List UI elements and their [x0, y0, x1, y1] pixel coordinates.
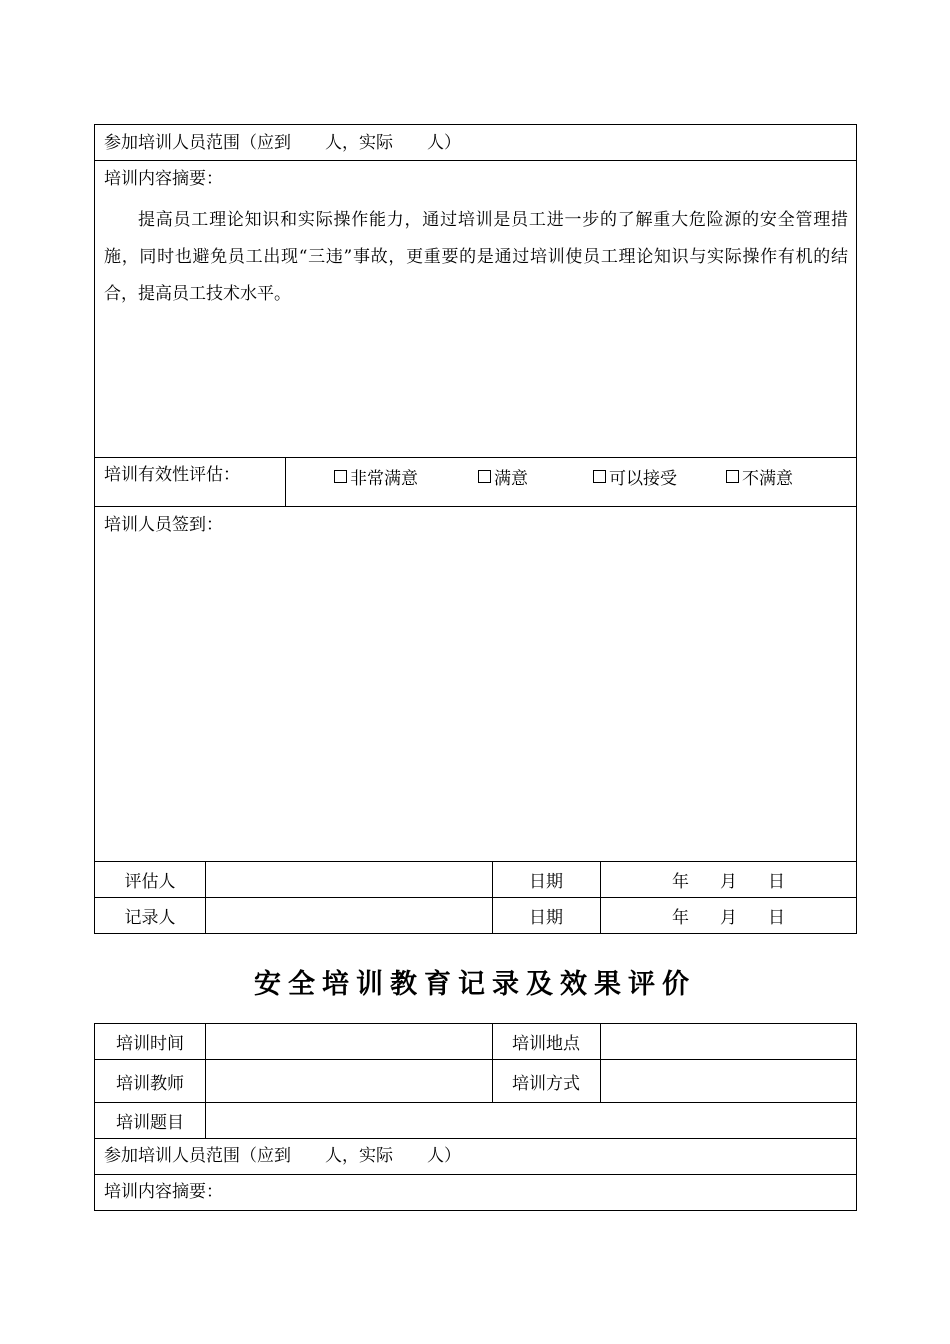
recorder-date-year: 年: [672, 908, 689, 928]
option-label: 满意: [494, 468, 528, 489]
option-label: 可以接受: [609, 468, 677, 489]
topic-label: 培训题目: [116, 1113, 184, 1133]
evaluator-date-month: 月: [720, 872, 737, 892]
recorder-date-label: 日期: [529, 908, 563, 928]
page-title: 安全培训教育记录及效果评价: [254, 969, 696, 1000]
record-table-2: [94, 1023, 857, 1211]
option-label: 非常满意: [350, 468, 418, 489]
evaluator-label: 评估人: [124, 872, 176, 892]
signin-label: 培训人员签到：: [104, 515, 223, 535]
effectiveness-divider: [285, 458, 286, 506]
participants-text-2: 参加培训人员范围（应到 人，实际 人）: [104, 1146, 461, 1166]
checkbox-icon[interactable]: [726, 470, 739, 483]
evaluator-date-day: 日: [768, 872, 785, 892]
summary-label-2: 培训内容摘要：: [104, 1182, 223, 1202]
participants-text: 参加培训人员范围（应到 人，实际 人）: [104, 133, 461, 153]
participants-row-2: [95, 1138, 856, 1174]
time-value[interactable]: [206, 1024, 492, 1059]
teacher-label: 培训教师: [116, 1073, 184, 1094]
summary-label: 培训内容摘要：: [104, 169, 223, 189]
recorder-row: [95, 897, 856, 934]
checkbox-icon[interactable]: [593, 470, 606, 483]
teacher-method-row: [95, 1059, 856, 1102]
time-place-row: [95, 1023, 856, 1059]
recorder-value[interactable]: [206, 898, 492, 933]
participants-row: [95, 124, 856, 160]
time-label: 培训时间: [116, 1034, 184, 1054]
evaluator-row: [95, 861, 856, 897]
option-satisfied[interactable]: [478, 446, 528, 506]
method-value[interactable]: [601, 1060, 856, 1102]
option-unsatisfied[interactable]: [726, 446, 793, 506]
recorder-label: 记录人: [124, 908, 176, 928]
effectiveness-label: 培训有效性评估：: [104, 465, 240, 485]
signin-row: [95, 506, 856, 861]
summary-row-2: [95, 1174, 856, 1211]
topic-row: [95, 1102, 856, 1138]
topic-value[interactable]: [206, 1103, 856, 1138]
method-label: 培训方式: [512, 1073, 580, 1094]
evaluator-date-label: 日期: [529, 872, 563, 892]
recorder-date-month: 月: [720, 908, 737, 928]
teacher-value[interactable]: [206, 1060, 492, 1102]
summary-text: 提高员工理论知识和实际操作能力，通过培训是员工进一步的了解重大危险源的安全管理措施，同时也避免员工出现“三违”事故，更重要的是通过培训使员工理论知识与实际操作有机的结合，提高员工技术水平。: [104, 210, 848, 304]
effectiveness-row: [95, 457, 856, 506]
place-label: 培训地点: [512, 1034, 580, 1054]
record-table-1: [94, 124, 857, 934]
option-label: 不满意: [742, 468, 793, 489]
option-very-satisfied[interactable]: [334, 446, 418, 506]
evaluator-value[interactable]: [206, 862, 492, 897]
option-acceptable[interactable]: [593, 446, 677, 506]
place-value[interactable]: [601, 1024, 856, 1059]
summary-row: [95, 160, 856, 457]
checkbox-icon[interactable]: [334, 470, 347, 483]
evaluator-date-year: 年: [672, 872, 689, 892]
recorder-date-day: 日: [768, 908, 785, 928]
checkbox-icon[interactable]: [478, 470, 491, 483]
